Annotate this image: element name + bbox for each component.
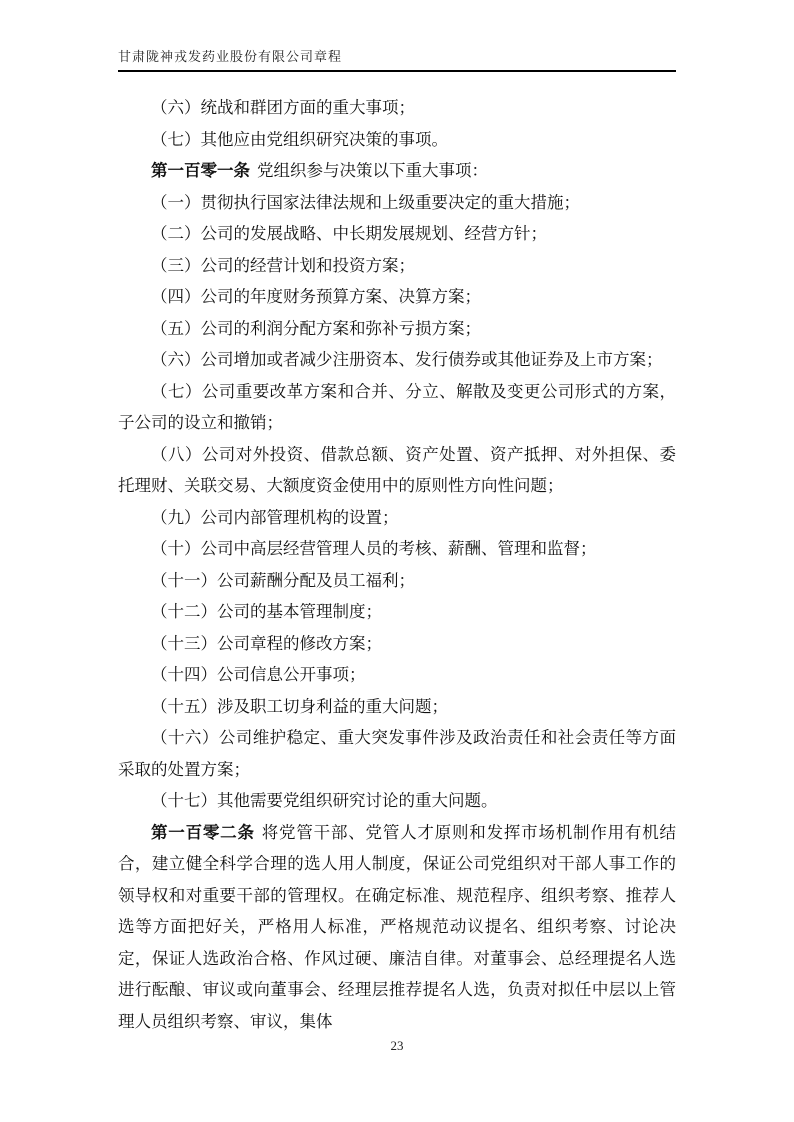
list-item [118, 313, 676, 345]
list-item [118, 596, 676, 628]
article-number: 第一百零一条 [151, 161, 250, 180]
list-item [118, 250, 676, 282]
paragraph-text: （十二）公司的基本管理制度； [151, 602, 382, 621]
paragraph-text: （六）公司增加或者减少注册资本、发行债券或其他证券及上市方案； [151, 350, 663, 369]
list-item [118, 533, 676, 565]
paragraph-text: （三）公司的经营计划和投资方案； [151, 255, 415, 275]
article-number: 第一百零二条 [151, 822, 255, 842]
paragraph-text: （十五）涉及职工切身利益的重大问题； [151, 696, 448, 716]
paragraph-text: （十六）公司维护稳定、重大突发事件涉及政治责任和社会责任等方面采取的处置方案； [118, 728, 676, 779]
paragraph-text: 将党管干部、党管人才原则和发挥市场机制作用有机结合，建立健全科学合理的选人用人制度，保证公司党组织对干部人事工作的领导权和对重要干部的管理权。在确定标准、规范程序、组织考察、推荐人选等方面把好关，严格用人标准，严格规范动议提名、组织考察、讨论决定，保证人选政治合格、作风过硬、廉洁自律。对董事会、总经理提名人选进行酝酿、审议或向董事会、经理层推荐提名人选，负责对拟任中层以上管理人员组织考察、审议，集体 [118, 822, 677, 1031]
list-item [118, 281, 676, 313]
paragraph-text: （十四）公司信息公开事项； [151, 665, 366, 684]
paragraph-text: （九）公司内部管理机构的设置； [151, 507, 399, 527]
article-heading-paragraph [118, 155, 676, 187]
paragraph-text: （二）公司的发展战略、中长期发展规划、经营方针； [151, 224, 547, 243]
list-item [118, 92, 676, 124]
list-item [118, 218, 676, 250]
paragraph-text: （十一）公司薪酬分配及员工福利； [151, 570, 415, 590]
paragraph-text: （五）公司的利润分配方案和弥补亏损方案； [151, 318, 481, 338]
list-item [118, 785, 676, 817]
paragraph-text: （一）贯彻执行国家法律法规和上级重要决定的重大措施； [151, 192, 580, 212]
paragraph-text: （七）公司重要改革方案和合并、分立、解散及变更公司形式的方案，子公司的设立和撤销； [118, 381, 676, 432]
list-item [118, 439, 676, 502]
list-item [118, 187, 676, 219]
list-item [118, 628, 676, 660]
list-item [118, 565, 676, 597]
paragraph-text: （十七）其他需要党组织研究讨论的重大问题。 [151, 791, 498, 810]
document-body [118, 92, 676, 1037]
page-header-title: 甘肃陇神戎发药业股份有限公司章程 [118, 49, 343, 64]
paragraph-text: （四）公司的年度财务预算方案、决算方案； [151, 287, 481, 306]
list-item [118, 659, 676, 691]
list-item [118, 124, 676, 156]
page-number: 23 [390, 1038, 404, 1053]
list-item [118, 376, 676, 439]
paragraph-text: （十三）公司章程的修改方案； [151, 633, 382, 653]
list-item [118, 502, 676, 534]
list-item [118, 691, 676, 723]
list-item [118, 344, 676, 376]
paragraph-text: （十）公司中高层经营管理人员的考核、薪酬、管理和监督； [151, 539, 597, 558]
paragraph-text: （七）其他应由党组织研究决策的事项。 [151, 129, 448, 149]
article-heading-paragraph [118, 817, 676, 1038]
paragraph-text: （八）公司对外投资、借款总额、资产处置、资产抵押、对外担保、委托理财、关联交易、大额度资金使用中的原则性方向性问题； [118, 444, 676, 495]
page-header [118, 46, 676, 72]
list-item [118, 722, 676, 785]
paragraph-text: 党组织参与决策以下重大事项： [257, 161, 488, 180]
paragraph-text: （六）统战和群团方面的重大事项； [151, 98, 415, 117]
